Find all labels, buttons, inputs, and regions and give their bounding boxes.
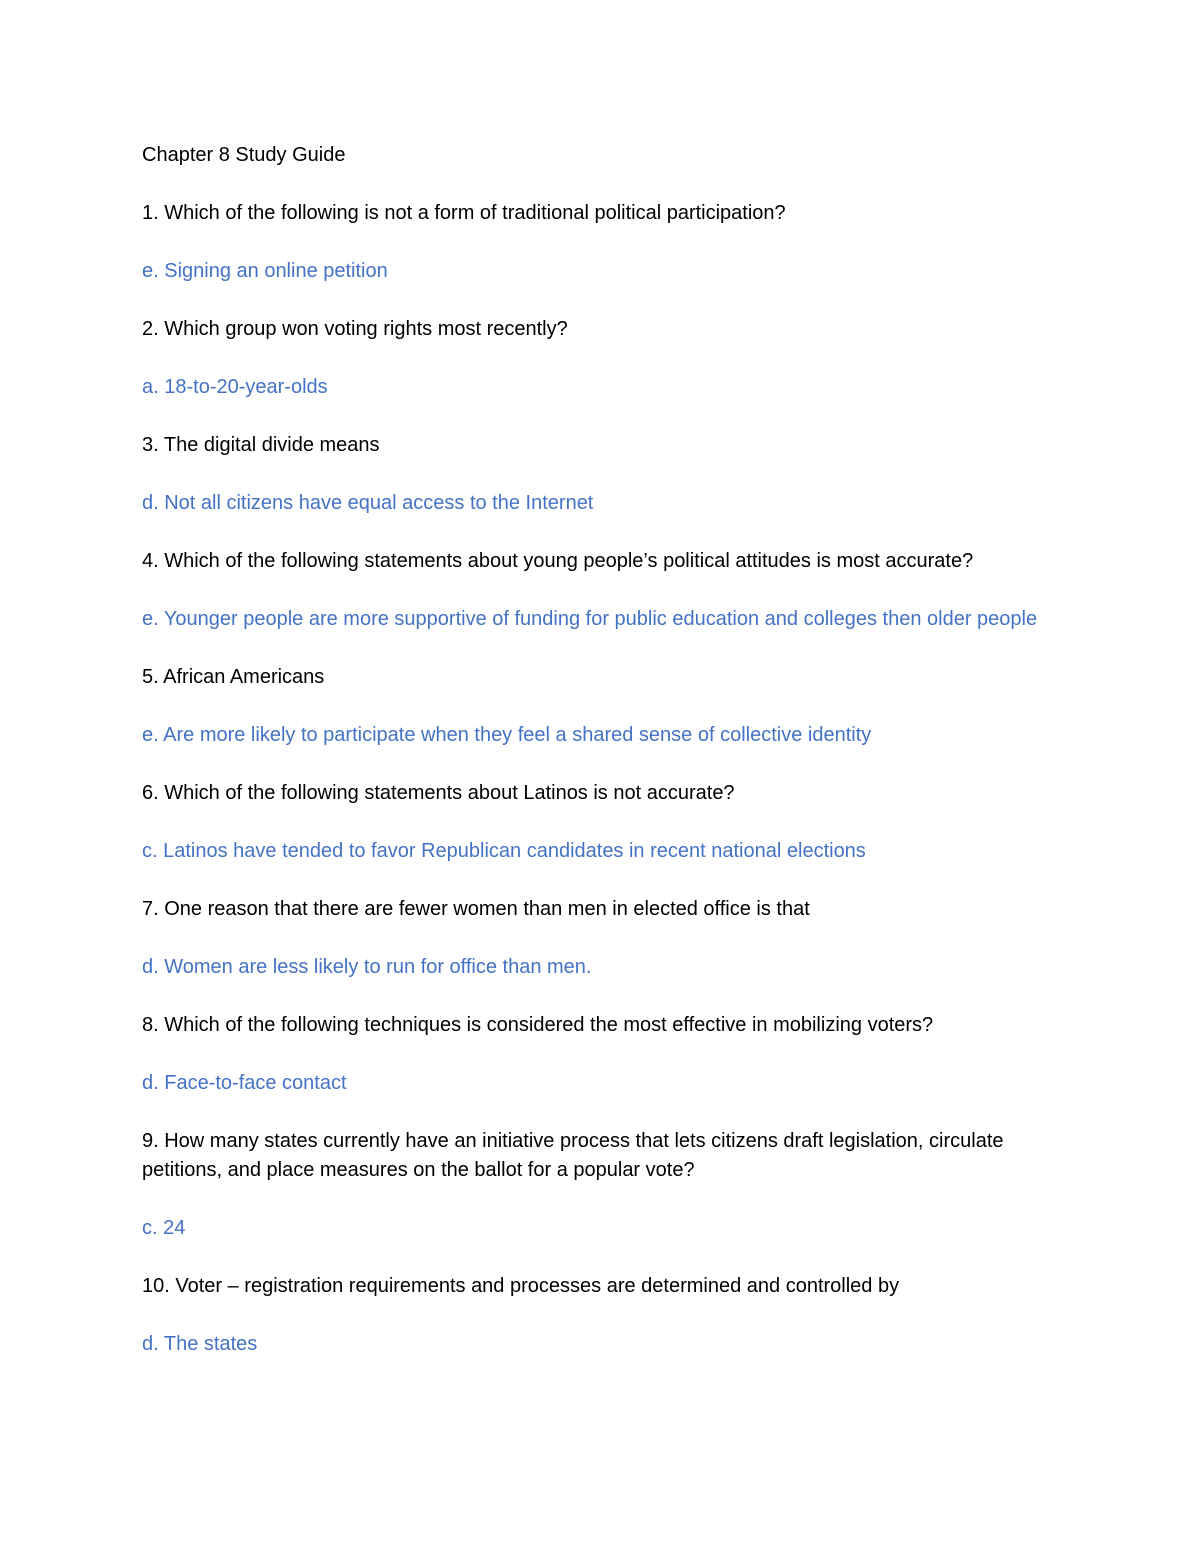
spacer — [142, 982, 1062, 1011]
document-title: Chapter 8 Study Guide — [142, 144, 346, 166]
spacer — [142, 1185, 1062, 1214]
answer-9: c. 24 — [142, 1217, 186, 1239]
answer-7: d. Women are less likely to run for office than men. — [142, 956, 592, 978]
answer-5: e. Are more likely to participate when they feel a shared sense of collective identity — [142, 724, 872, 746]
question-4: 4. Which of the following statements about young people’s political attitudes is most accurate? — [142, 550, 974, 572]
qa-item-1 — [142, 199, 1062, 315]
qa-item-2 — [142, 315, 1062, 431]
answer-10: d. The states — [142, 1333, 258, 1355]
spacer — [142, 576, 1062, 605]
question-8: 8. Which of the following techniques is considered the most effective in mobilizing voters? — [142, 1014, 934, 1036]
spacer — [142, 344, 1062, 373]
spacer — [142, 518, 1062, 547]
spacer — [142, 1040, 1062, 1069]
qa-item-6 — [142, 779, 1062, 895]
spacer — [142, 286, 1062, 315]
spacer — [142, 1301, 1062, 1330]
answer-4: e. Younger people are more supportive of funding for public education and colleges then older people — [142, 608, 1038, 630]
question-7: 7. One reason that there are fewer women than men in elected office is that — [142, 898, 810, 920]
spacer — [142, 808, 1062, 837]
spacer — [142, 460, 1062, 489]
qa-item-9 — [142, 1127, 1062, 1272]
spacer — [142, 750, 1062, 779]
question-5: 5. African Americans — [142, 666, 325, 688]
spacer — [142, 170, 1062, 199]
question-10: 10. Voter – registration requirements and processes are determined and controlled by — [142, 1275, 900, 1297]
question-2: 2. Which group won voting rights most recently? — [142, 318, 568, 340]
spacer — [142, 634, 1062, 663]
qa-item-7 — [142, 895, 1062, 1011]
qa-item-10 — [142, 1272, 1062, 1359]
answer-3: d. Not all citizens have equal access to the Internet — [142, 492, 594, 514]
spacer — [142, 228, 1062, 257]
qa-item-5 — [142, 663, 1062, 779]
question-6: 6. Which of the following statements about Latinos is not accurate? — [142, 782, 735, 804]
document-body — [142, 141, 1062, 1359]
qa-item-4 — [142, 547, 1062, 663]
spacer — [142, 866, 1062, 895]
spacer — [142, 402, 1062, 431]
spacer — [142, 1243, 1062, 1272]
qa-item-8 — [142, 1011, 1062, 1127]
answer-2: a. 18-to-20-year-olds — [142, 376, 328, 398]
spacer — [142, 1098, 1062, 1127]
question-1: 1. Which of the following is not a form of traditional political participation? — [142, 202, 786, 224]
answer-8: d. Face-to-face contact — [142, 1072, 347, 1094]
answer-6: c. Latinos have tended to favor Republican candidates in recent national elections — [142, 840, 866, 862]
spacer — [142, 692, 1062, 721]
answer-1: e. Signing an online petition — [142, 260, 388, 282]
spacer — [142, 924, 1062, 953]
qa-item-3 — [142, 431, 1062, 547]
question-9: 9. How many states currently have an initiative process that lets citizens draft legislation, circulate petitions, and place measures on the ballot for a popular vote? — [142, 1130, 1004, 1181]
question-3: 3. The digital divide means — [142, 434, 380, 456]
